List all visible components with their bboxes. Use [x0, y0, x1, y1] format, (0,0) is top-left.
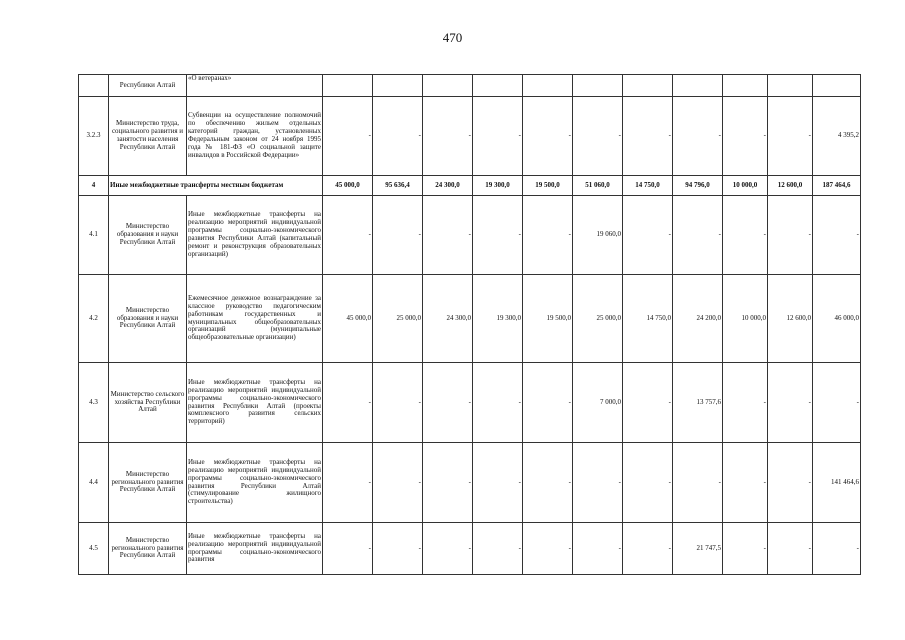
value-cell: - [573, 523, 623, 575]
value-cell: - [723, 363, 768, 443]
value-cell: - [768, 523, 813, 575]
value-cell: - [623, 523, 673, 575]
value-cell: - [723, 97, 768, 176]
row-number: 4.2 [79, 275, 109, 363]
value-cell: - [768, 363, 813, 443]
value-cell: - [673, 196, 723, 275]
value-cell: - [373, 443, 423, 523]
value-cell: - [373, 97, 423, 176]
value-cell: 141 464,6 [813, 443, 861, 523]
row-number [79, 75, 109, 97]
value-cell: - [373, 523, 423, 575]
row-description: Иные межбюджетные трансферты на реализацию мероприятий индивидуальной программы социально-экономического развития Республики Алтай (стимулирование жилищного строительства) [187, 443, 323, 523]
value-cell: 19 500,0 [523, 275, 573, 363]
row-description: «О ветеранах» [187, 75, 323, 97]
value-cell: 7 000,0 [573, 363, 623, 443]
value-cell: - [423, 363, 473, 443]
value-cell: 187 464,6 [813, 176, 861, 196]
table-row [79, 363, 861, 443]
value-cell: - [768, 443, 813, 523]
value-cell: - [473, 196, 523, 275]
row-organization: Министерство образования и науки Республики Алтай [109, 196, 187, 275]
value-cell: - [473, 363, 523, 443]
value-cell: 10 000,0 [723, 176, 768, 196]
value-cell: - [813, 523, 861, 575]
value-cell: - [523, 443, 573, 523]
value-cell [673, 75, 723, 97]
value-cell: - [323, 97, 373, 176]
row-description: Иные межбюджетные трансферты на реализацию мероприятий индивидуальной программы социально-экономического развития [187, 523, 323, 575]
value-cell: - [723, 443, 768, 523]
row-organization: Министерство образования и науки Республики Алтай [109, 275, 187, 363]
row-description: Ежемесячное денежное вознаграждение за классное руководство педагогическим работникам государственных и муниципальных общеобразовательных организаций (муниципальные общеобразовательные организации) [187, 275, 323, 363]
value-cell: - [523, 97, 573, 176]
value-cell: - [323, 443, 373, 523]
value-cell [623, 75, 673, 97]
table-row [79, 523, 861, 575]
value-cell: 10 000,0 [723, 275, 768, 363]
value-cell: - [423, 443, 473, 523]
value-cell: - [423, 97, 473, 176]
row-number: 4 [79, 176, 109, 196]
value-cell: 46 000,0 [813, 275, 861, 363]
row-organization: Министерство сельского хозяйства Республики Алтай [109, 363, 187, 443]
table-row-summary [79, 176, 861, 196]
value-cell: 4 395,2 [813, 97, 861, 176]
value-cell: - [523, 196, 573, 275]
value-cell: 21 747,5 [673, 523, 723, 575]
value-cell: 14 750,0 [623, 275, 673, 363]
row-number: 4.3 [79, 363, 109, 443]
budget-table [78, 74, 861, 575]
value-cell: 12 600,0 [768, 176, 813, 196]
value-cell: 24 300,0 [423, 176, 473, 196]
value-cell [723, 75, 768, 97]
value-cell: 25 000,0 [573, 275, 623, 363]
value-cell: - [673, 443, 723, 523]
value-cell: - [623, 363, 673, 443]
row-title: Иные межбюджетные трансферты местным бюджетам [109, 176, 323, 196]
value-cell: - [573, 443, 623, 523]
row-organization: Министерство регионального развития Республики Алтай [109, 443, 187, 523]
value-cell: 24 200,0 [673, 275, 723, 363]
value-cell: 45 000,0 [323, 275, 373, 363]
value-cell: - [423, 196, 473, 275]
value-cell: 95 636,4 [373, 176, 423, 196]
value-cell: - [323, 363, 373, 443]
row-number: 4.1 [79, 196, 109, 275]
row-organization: Министерство труда, социального развития и занятости населения Республики Алтай [109, 97, 187, 176]
value-cell: - [673, 97, 723, 176]
table-row [79, 196, 861, 275]
page-number: 470 [442, 30, 463, 45]
value-cell: - [573, 97, 623, 176]
value-cell: 19 300,0 [473, 176, 523, 196]
table-row [79, 443, 861, 523]
value-cell: - [813, 196, 861, 275]
value-cell: 14 750,0 [623, 176, 673, 196]
value-cell: 12 600,0 [768, 275, 813, 363]
value-cell: 24 300,0 [423, 275, 473, 363]
value-cell: 25 000,0 [373, 275, 423, 363]
value-cell: - [723, 523, 768, 575]
value-cell: - [473, 97, 523, 176]
table-row [79, 75, 861, 97]
value-cell: - [623, 97, 673, 176]
value-cell [573, 75, 623, 97]
value-cell: - [523, 363, 573, 443]
row-organization: Республики Алтай [109, 75, 187, 97]
value-cell [768, 75, 813, 97]
value-cell: - [623, 196, 673, 275]
value-cell [323, 75, 373, 97]
value-cell [523, 75, 573, 97]
value-cell: - [723, 196, 768, 275]
value-cell: 45 000,0 [323, 176, 373, 196]
value-cell: - [768, 97, 813, 176]
value-cell: - [323, 196, 373, 275]
value-cell: - [473, 523, 523, 575]
row-description: Иные межбюджетные трансферты на реализацию мероприятий индивидуальной программы социально-экономического развития Республики Алтай (капитальный ремонт и реконструкция образовательных организаций) [187, 196, 323, 275]
row-number: 4.4 [79, 443, 109, 523]
value-cell: - [523, 523, 573, 575]
value-cell [373, 75, 423, 97]
table-row [79, 275, 861, 363]
value-cell: - [768, 196, 813, 275]
value-cell: 13 757,6 [673, 363, 723, 443]
row-description: Иные межбюджетные трансферты на реализацию мероприятий индивидуальной программы социально-экономического развития Республики Алтай (проекты комплексного развития сельских территорий) [187, 363, 323, 443]
row-description: Субвенции на осуществление полномочий по обеспечению жильем отдельных категорий граждан, установленных Федеральным законом от 24 ноября 1995 года № 181-ФЗ «О социальной защите инвалидов в Российской Федерации» [187, 97, 323, 176]
row-organization: Министерство регионального развития Республики Алтай [109, 523, 187, 575]
value-cell: - [623, 443, 673, 523]
value-cell: 19 500,0 [523, 176, 573, 196]
value-cell: - [423, 523, 473, 575]
value-cell [813, 75, 861, 97]
row-number: 4.5 [79, 523, 109, 575]
value-cell: - [813, 363, 861, 443]
value-cell: 94 796,0 [673, 176, 723, 196]
table-row [79, 97, 861, 176]
value-cell [423, 75, 473, 97]
value-cell: - [473, 443, 523, 523]
value-cell: 19 300,0 [473, 275, 523, 363]
value-cell: 19 060,0 [573, 196, 623, 275]
value-cell: - [373, 363, 423, 443]
value-cell [473, 75, 523, 97]
value-cell: - [373, 196, 423, 275]
value-cell: - [323, 523, 373, 575]
row-number: 3.2.3 [79, 97, 109, 176]
value-cell: 51 060,0 [573, 176, 623, 196]
